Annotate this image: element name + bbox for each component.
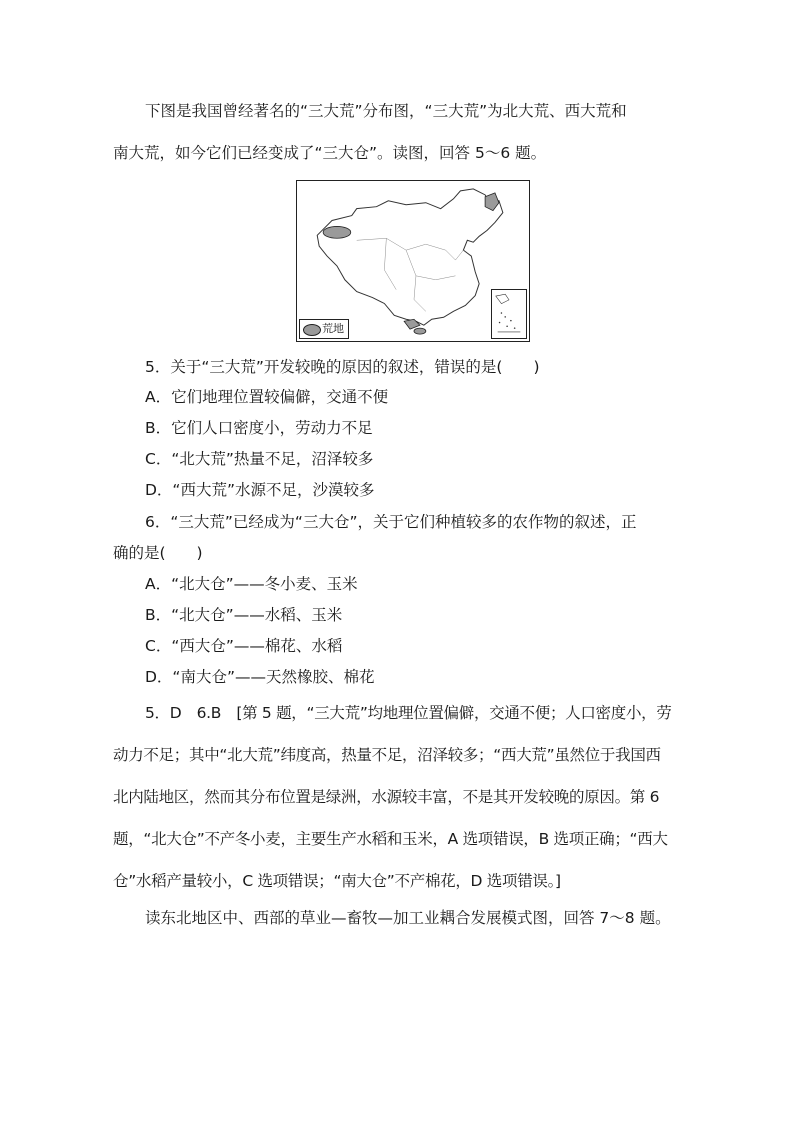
intro-line-1: 下图是我国曾经著名的“三大荒”分布图，“三大荒”为北大荒、西大荒和	[145, 102, 627, 120]
legend-label: 荒地	[322, 322, 344, 335]
intro-line-2: 南大荒，如今它们已经变成了“三大仓”。读图，回答 5～6 题。	[113, 144, 547, 162]
q6-option-a: A．“北大仓”——冬小麦、玉米	[145, 575, 358, 593]
q6-option-d: D．“南大仓”——天然橡胶、棉花	[145, 668, 375, 686]
answer-line-4: 题，“北大仓”不产冬小麦，主要生产水稻和玉米，A 选项错误，B 选项正确；“西大	[113, 830, 668, 848]
q5-option-d: D．“西大荒”水源不足，沙漠较多	[145, 481, 375, 499]
q5-option-b: B．它们人口密度小，劳动力不足	[145, 419, 373, 437]
south-china-sea-inset	[491, 289, 527, 339]
next-intro: 读东北地区中、西部的草业—畜牧—加工业耦合发展模式图，回答 7～8 题。	[145, 909, 671, 927]
wasteland-map	[296, 180, 530, 342]
answer-line-2: 动力不足；其中“北大荒”纬度高，热量不足，沼泽较多；“西大荒”虽然位于我国西	[113, 746, 661, 764]
q6-stem-line-2: 确的是( )	[113, 544, 203, 562]
answer-line-3: 北内陆地区，然而其分布位置是绿洲，水源较丰富，不是其开发较晚的原因。第 6	[113, 788, 660, 806]
q6-option-b: B．“北大仓”——水稻、玉米	[145, 606, 343, 624]
west-wasteland	[323, 226, 351, 238]
q5-stem: 5．关于“三大荒”开发较晚的原因的叙述，错误的是( )	[145, 358, 540, 376]
answer-line-5: 仓”水稻产量较小，C 选项错误；“南大仓”不产棉花，D 选项错误。]	[113, 872, 561, 890]
map-legend	[299, 319, 349, 339]
answer-line-1: 5．D 6.B [第 5 题，“三大荒”均地理位置偏僻，交通不便；人口密度小，劳	[145, 704, 672, 722]
q6-stem-line-1: 6．“三大荒”已经成为“三大仓”，关于它们种植较多的农作物的叙述，正	[145, 513, 637, 531]
wasteland-swatch-icon	[303, 324, 321, 336]
q5-option-a: A．它们地理位置较偏僻，交通不便	[145, 388, 389, 406]
q6-option-c: C．“西大仓”——棉花、水稻	[145, 637, 343, 655]
q5-option-c: C．“北大荒”热量不足，沼泽较多	[145, 450, 374, 468]
